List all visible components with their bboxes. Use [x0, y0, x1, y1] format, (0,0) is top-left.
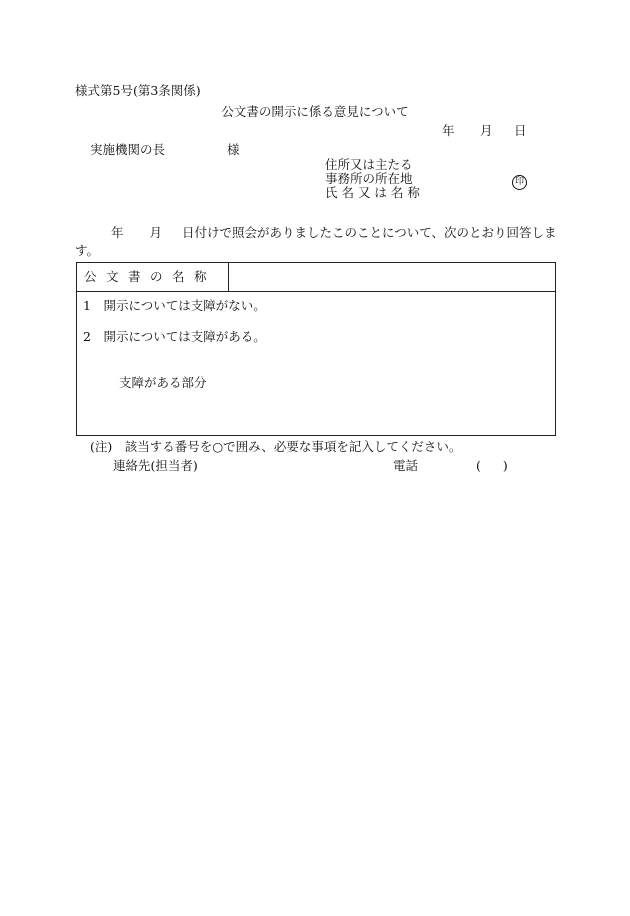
- footnote: (注) 該当する番号を○で囲み、必要な事項を記入してください。: [90, 439, 462, 454]
- date-year: 年: [442, 123, 455, 138]
- body-paragraph: [75, 224, 557, 260]
- sender-block: [325, 158, 420, 200]
- recipient-label: 実施機関の長: [90, 142, 166, 157]
- document-name-row: [77, 263, 555, 292]
- date-line: [442, 123, 527, 138]
- document-name-field[interactable]: [229, 263, 555, 291]
- hindrance-part-label: 支障がある部分: [119, 375, 207, 390]
- opinion-table: [76, 262, 556, 436]
- body-year: 年: [111, 225, 124, 240]
- sender-name-label: 氏 名 又 は 名 称: [325, 185, 420, 200]
- sender-address-line1: 住所又は主たる: [325, 157, 413, 172]
- document-name-label: 公文書の名称: [77, 263, 229, 291]
- document-title: 公文書の開示に係る意見について: [221, 104, 409, 119]
- contact-label: 連絡先(担当者): [113, 458, 198, 473]
- seal-mark: 印: [512, 175, 527, 190]
- option-hindrance: 2 開示については支障がある。: [83, 329, 266, 344]
- phone-paren-open: (: [476, 458, 481, 473]
- recipient-honorific: 様: [227, 142, 240, 157]
- phone-paren-close: ): [502, 458, 508, 473]
- body-month: 月: [149, 225, 163, 240]
- phone-label: 電話: [393, 458, 419, 473]
- date-month: 月: [480, 123, 493, 138]
- date-day: 日: [514, 123, 527, 138]
- body-text: 日付けで照会がありましたこのことについて、次のとおり回答します。: [75, 225, 557, 258]
- phone-line: [393, 458, 508, 473]
- recipient: [90, 142, 240, 157]
- form-number: 様式第5号(第3条関係): [75, 83, 201, 98]
- sender-address-line2: 事務所の所在地: [325, 171, 413, 186]
- option-no-hindrance: 1 開示については支障がない。: [83, 298, 266, 313]
